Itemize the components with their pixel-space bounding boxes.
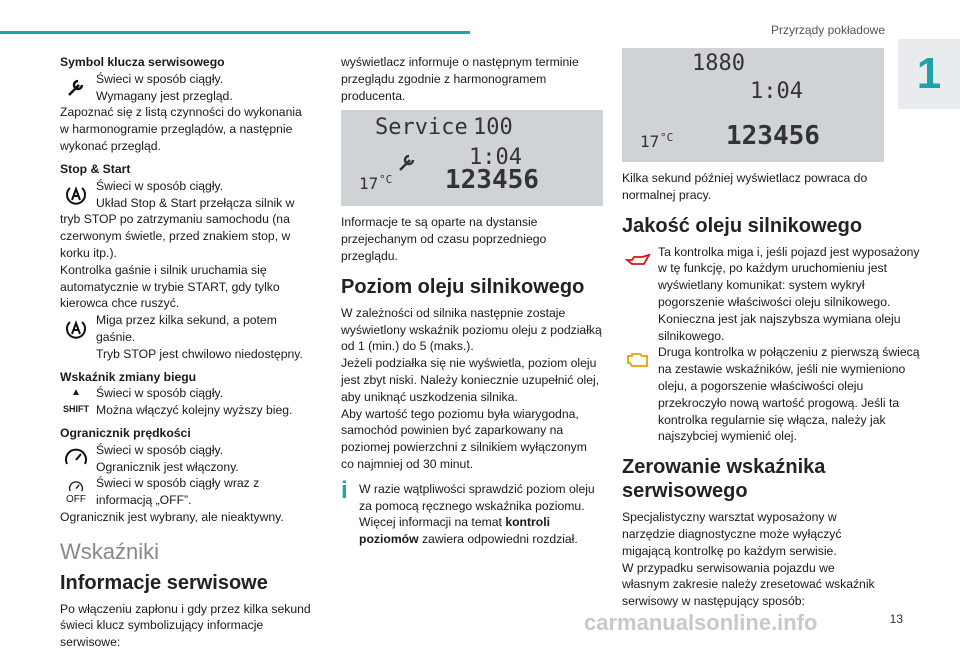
temp-value: 17 [359,174,379,194]
off-label: OFF [66,494,86,506]
wrench-icon [393,148,421,181]
display-service-image [341,110,603,206]
watermark: carmanualsonline.info [584,610,818,635]
paragraph: wyświetlacz informuje o następnym terminie przeglądu zgodnie z harmonogramem producenta. [341,55,579,103]
clock-time: 1:04 [750,79,803,104]
temp-unit: °C [379,173,393,187]
text: Wymagany jest przegląd. [96,88,233,103]
info-icon: i [341,476,348,504]
text: Tryb STOP jest chwilowo niedostępny. [96,346,303,361]
paragraph: Zapoznać się z listą czynności do wykonania w harmonogramie przeglądów, a następnie wykonać przegląd. [60,105,302,153]
oil-can-icon [622,244,654,276]
display-top-value: 1880 [692,51,745,76]
text: Można włączyć kolejny wyższy bieg. [96,403,293,418]
column-1 [60,54,312,651]
text: Miga przez kilka sekund, a potem gaśnie. [96,313,277,344]
section-title: Stop & Start [60,161,131,176]
text: zawiera odpowiedni rozdział. [418,532,578,547]
header-rule [0,31,470,34]
engine-icon [622,344,654,376]
text: Świeci w sposób ciągły. [96,386,224,401]
paragraph: Układ Stop & Start przełącza silnik w tryb STOP po zatrzymaniu samochodu (na czerwonym świetle, przed znakiem stop, w korku itp.). [60,195,295,260]
section-heading: Poziom oleju silnikowego [341,275,585,298]
service-km: 100 [473,115,513,141]
wrench-icon [60,71,92,103]
paragraph: Druga kontrolka w połączeniu z pierwszą świecą na zestawie wskaźników, jeśli nie wymieniono oleju, a pogorszenie właściwości oleju przekroczyło nową wartość progową. Jeśli ta kontrolka regularnie się włącza, należy jak najszybciej wymienić olej. [658,345,920,444]
odometer: 123456 [726,121,820,151]
text: Świeci w sposób ciągły. [96,178,224,193]
odometer: 123456 [445,165,539,196]
paragraph: Ta kontrolka miga i, jeśli pojazd jest wyposażony w tę funkcję, po każdym uruchomieniu jest wyświetlany komunikat: system wykrył pogorszenie właściwości oleju silnikowego. Konieczna jest jak najszybsza wymiana oleju silnikowego. [658,244,920,343]
section-title: Wskaźnik zmiany biegu [60,369,197,384]
stop-start-icon [60,178,92,210]
column-2 [341,54,603,548]
paragraph: Po włączeniu zapłonu i gdy przez kilka sekund świeci klucz symbolizujący informacje serwisowe: [60,601,311,650]
paragraph: Aby wartość tego poziomu była wiarygodna, samochód powinien być zaparkowany na poziomej powierzchni z silnikiem wyłączonym co najmniej od 30 minut. [341,406,587,471]
page-number: 13 [889,612,903,626]
text: W razie wątpliwości sprawdzić poziom oleju za pomocą ręcznego wskaźnika poziomu. [359,481,595,513]
speed-limiter-off-icon [60,475,92,507]
section-title: Ogranicznik prędkości [60,425,191,440]
speed-limiter-icon [60,442,92,474]
paragraph: W przypadku serwisowania pojazdu we własnym zakresie należy zresetować wskaźnik serwisowy w następujący sposób: [622,560,875,609]
text: Ogranicznik jest włączony. [96,459,239,474]
stop-start-icon [60,312,92,344]
temp-unit: °C [660,131,674,144]
paragraph: Specjalistyczny warsztat wyposażony w narzędzie diagnostyczne może wyłączyć migającą kontrolkę po każdym serwisie. [622,510,842,558]
section-title: Symbol klucza serwisowego [60,55,225,69]
text: Więcej informacji na temat [359,515,506,530]
chapter-tab: 1 [898,39,960,109]
section-heading: Jakość oleju silnikowego [622,214,863,237]
info-note [341,476,603,548]
service-text: Service [375,115,468,141]
text: Świeci w sposób ciągły. [96,442,224,457]
text-bold: kontroli poziomów [359,515,550,547]
paragraph: Kontrolka gaśnie i silnik uruchamia się automatycznie w trybie START, gdy tylko kierowca chce ruszyć. [60,262,280,311]
chapter-heading: Wskaźniki [60,538,160,564]
paragraph: Informacje te są oparte na dystansie przejechanym od czasu poprzedniego przeglądu. [341,215,547,263]
section-heading: Zerowanie wskaźnika serwisowego [622,456,826,503]
page-header: Przyrządy pokładowe [770,23,885,37]
column-3 [622,51,920,610]
text: Świeci w sposób ciągły. [96,71,224,86]
paragraph: Jeżeli podziałka się nie wyświetla, poziom oleju jest zbyt niski. Należy koniecznie uzupełnić olej, aby uniknąć uszkodzenia silnika. [341,356,600,404]
temp-value: 17 [640,132,660,151]
display-odometer-image [622,48,884,162]
shift-icon: ▲ SHIFT [60,385,92,417]
paragraph: Kilka sekund później wyświetlacz powraca do normalnej pracy. [622,171,868,202]
paragraph: W zależności od silnika następnie zostaje wyświetlony wskaźnik poziomu oleju z podziałką od 1 (min.) do 5 (maks.). [341,305,602,354]
shift-label: SHIFT [63,404,89,415]
clock-time: 1:04 [469,145,522,171]
section-heading: Informacje serwisowe [60,571,268,594]
text: Świeci w sposób ciągły wraz z informacją „OFF”. [96,476,260,508]
paragraph: Ogranicznik jest wybrany, ale nieaktywny. [60,509,284,524]
